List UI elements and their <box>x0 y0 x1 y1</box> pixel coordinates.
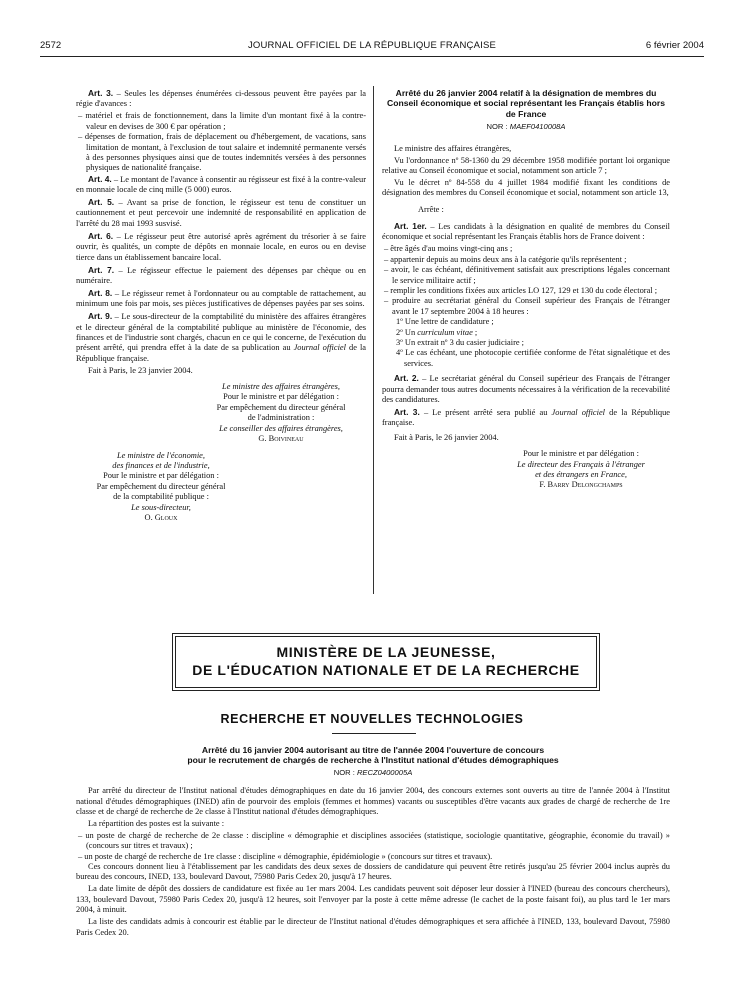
list-item: – produire au secrétariat général du Conseil supérieur des Français de l'étranger avant le 17 septembre 2004 à 18 heures : <box>384 296 670 316</box>
signatory-role: Le conseiller des affaires étrangères, <box>219 423 343 433</box>
article-6: Art. 6. – Le régisseur peut être autorisé après agrément du trésorier à se faire ouvrir, ès qualités, un compte de dépôts en monnaie locale, en euros ou en devise tierce dans un établissement bancaire local. <box>76 230 366 262</box>
arrete-heading: Arrête : <box>418 204 444 214</box>
signatory-name: O. Gloux <box>144 512 178 522</box>
signature-line: Pour le ministre et par délégation : <box>523 449 639 459</box>
decree-title: Arrêté du 16 janvier 2004 autorisant au titre de l'année 2004 l'ouverture de concours <box>201 745 545 755</box>
document-item: 4º Le cas échéant, une photocopie certifiée conforme de l'état signalétique et des services. <box>396 348 670 368</box>
article-label: Art. 6. <box>88 230 114 241</box>
signature-line: Par empêchement du directeur général <box>216 402 346 412</box>
ministry-name-line-2: DE L'ÉDUCATION NATIONALE ET DE LA RECHERCHE <box>192 662 580 678</box>
paragraph: Par arrêté du directeur de l'Institut national d'études démographiques en date du 16 janvier 2004, des concours externes sont ouverts au titre de l'année 2004 à l'Institut national d'études démographiques (INED) afin de pourvoir des emplois (femmes et hommes) vacants ou susceptibles d'être vacants aux grades de chargé de recherche de 1re classe et de chargé de recherche de 2e classe à l'Institut national d'études démographiques. <box>76 786 670 817</box>
column-divider <box>373 86 374 594</box>
section-rule <box>332 733 416 734</box>
signature-block-1 <box>76 382 366 444</box>
article-1: Art. 1er. – Les candidats à la désignation en qualité de membres du Conseil économique et social représentant les Français établis hors de France doivent : <box>382 221 670 242</box>
nor-reference: NOR : RECZ0400005A <box>333 767 413 777</box>
signature-line: Pour le ministre et par délégation : <box>103 471 219 481</box>
article-4: Art. 4. – Le montant de l'avance à consentir au régisseur est fixé à la contre-valeur en monnaie locale de cinq mille (5 000) euros. <box>76 173 366 195</box>
done-at: Fait à Paris, le 26 janvier 2004. <box>394 432 499 442</box>
nor-reference: NOR : MAEF0410008A <box>486 122 566 132</box>
article-label: Art. 7. <box>88 264 115 275</box>
paragraph: La répartition des postes est la suivante : <box>88 818 225 828</box>
article-label: Art. 5. <box>88 197 115 208</box>
signatory-minister: Le ministre de l'économie, <box>116 450 205 460</box>
done-at: Fait à Paris, le 23 janvier 2004. <box>88 365 193 375</box>
signature-line: de l'administration : <box>247 413 315 423</box>
document-item: 1º Une lettre de candidature ; <box>396 317 494 327</box>
signatory-name: G. Boivineau <box>258 434 304 444</box>
article-8: Art. 8. – Le régisseur remet à l'ordonnateur ou au comptable de rattachement, au minimum une fois par mois, ses pièces justificatives de dépenses payées par ses soins. <box>76 287 366 309</box>
article-9: Art. 9. – Le sous-directeur de la comptabilité du ministère des affaires étrangères et le directeur général de la comptabilité publique au ministère de l'économie, des finances et de l'industrie sont chargés, chacun en ce qui le concerne, de l'exécution du présent arrêté, qui prendra effet à la date de sa publication au Journal officiel de la République française. <box>76 311 367 363</box>
article-label: Art. 2. <box>394 373 419 384</box>
journal-reference: Journal officiel <box>551 407 606 417</box>
paragraph: La liste des candidats admis à concourir est établie par le directeur de l'Institut national d'études démographiques et sera affichée à l'INED, 133, boulevard Davout, 75980 Paris Cedex 20. <box>76 917 670 937</box>
list-item: – matériel et frais de fonctionnement, dans la limite d'un montant fixé à la contre-valeur en devises de 300 € par opération ; <box>78 111 366 131</box>
signature-line: Par empêchement du directeur général <box>96 481 226 491</box>
article-5: Art. 5. – Avant sa prise de fonction, le régisseur est tenu de constituer un cautionnement et peut percevoir une indemnité de responsabilité en application de l'arrêté du 28 mai 1993 susvisé. <box>76 197 366 228</box>
signatory-role: et des étrangers en France, <box>535 470 627 479</box>
article-2: Art. 2. – Le secrétariat général du Conseil supérieur des Français de l'étranger pourra demander tous autres documents nécessaires à la vérification de la recevabilité des candidatures. <box>382 373 670 405</box>
ministry-heading-box <box>175 636 597 688</box>
issue-date: 6 février 2004 <box>645 40 704 51</box>
signatory-name: F. Barry Delongchamps <box>539 480 623 490</box>
section-heading: RECHERCHE ET NOUVELLES TECHNOLOGIES <box>220 712 524 726</box>
list-item: – appartenir depuis au moins deux ans à la catégorie qu'ils représentent ; <box>384 254 627 264</box>
list-item: – un poste de chargé de recherche de 2e classe : discipline « démographie et disciplines associées (statistique, sociologie quantitative, géographie, économie du travail) » (concours sur titres et travaux) ; <box>78 830 670 851</box>
paragraph: Ces concours donnent lieu à l'établissement par les candidats des deux sexes de dossiers de candidature qui peuvent être retirés jusqu'au 25 février 2004 inclus auprès du bureau des concours, INED, 133, boulevard Davout, 75980 Paris Cedex 20, jusqu'à 17 heures. <box>76 862 670 882</box>
signatory-role: Le directeur des Français à l'étranger <box>517 459 645 469</box>
article-label: Art. 8. <box>88 287 113 298</box>
preamble: Vu le décret nº 84-558 du 4 juillet 1984 modifié fixant les conditions de désignation des membres du Conseil économique et social, notamment son article 13, <box>382 177 670 198</box>
document-item: 2º Un curriculum vitae ; <box>396 327 478 337</box>
preamble: Le ministre des affaires étrangères, <box>394 143 512 153</box>
signature-line: Pour le ministre et par délégation : <box>223 392 339 402</box>
article-3: Art. 3. – Le présent arrêté sera publié au Journal officiel de la République française. <box>382 406 671 428</box>
right-column <box>382 88 670 491</box>
page-number: 2572 <box>40 40 62 51</box>
article-label: Art. 3. <box>394 406 420 417</box>
article-label: Art. 4. <box>88 173 112 184</box>
journal-reference: Journal officiel <box>293 343 346 353</box>
article-label: Art. 3. <box>88 88 114 98</box>
signature-block-2 <box>76 451 246 524</box>
article-label: Art. 1er. <box>394 221 427 232</box>
list-item: – être âgés d'au moins vingt-cinq ans ; <box>384 244 513 254</box>
decree-title: pour le recrutement de chargés de recherche à l'Institut national d'études démographiques <box>187 755 559 766</box>
header-rule <box>40 56 704 57</box>
list-item: – un poste de chargé de recherche de 1re classe : discipline « démographie, épidémiologie » (concours sur titres et travaux). <box>78 851 493 861</box>
signatory-minister: des finances et de l'industrie, <box>112 460 210 470</box>
ministry-name-line-1: MINISTÈRE DE LA JEUNESSE, <box>276 644 496 660</box>
signatory-role: Le sous-directeur, <box>131 502 191 512</box>
article-3: Art. 3. – Seules les dépenses énumérées ci-dessous peuvent être payées par la régie d'avances : <box>76 88 366 109</box>
article-label: Art. 9. <box>88 311 113 322</box>
signature-block-3 <box>382 449 670 491</box>
signatory-minister: Le ministre des affaires étrangères, <box>222 382 340 392</box>
left-column <box>76 88 366 523</box>
page-header <box>40 40 704 54</box>
list-item: – remplir les conditions fixées aux articles LO 127, 129 et 130 du code électoral ; <box>384 286 658 295</box>
list-item: – dépenses de formation, frais de déplacement ou d'hébergement, de vacations, sans limitation de montant, à l'exclusion de tout salaire et indemnité permanente versés à des personnes physiques ainsi que de toutes indemnités versées à des personnes physiques de nationalité française. <box>78 132 366 173</box>
preamble: Vu l'ordonnance nº 58-1360 du 29 décembre 1958 modifiée portant loi organique relative au Conseil économique et social, notamment son article 7 ; <box>382 155 670 175</box>
article-7: Art. 7. – Le régisseur effectue le paiement des dépenses par chèque ou en numéraire. <box>76 264 366 285</box>
list-item: – avoir, le cas échéant, définitivement satisfait aux prescriptions légales concernant le service militaire actif ; <box>384 265 670 285</box>
decree-title: Arrêté du 26 janvier 2004 relatif à la désignation de membres du Conseil économique et social représentant les Français établis hors de France <box>387 88 665 119</box>
paragraph: La date limite de dépôt des dossiers de candidature est fixée au 1er mars 2004. Les candidats peuvent soit déposer leur dossier à l'INED (bureau des concours chercheurs), 133, boulevard Davout, 75980 Paris Cedex 20, jusqu'à 12 heures, soit l'envoyer par la poste à cette même adresse (le cachet de la poste faisant foi), au plus tard le 1er mars 2004, à minuit. <box>76 884 670 915</box>
signature-line: de la comptabilité publique : <box>113 492 209 502</box>
document-item: 3º Un extrait nº 3 du casier judiciaire ; <box>396 338 524 348</box>
bottom-decree <box>76 745 670 939</box>
journal-title: JOURNAL OFFICIEL DE LA RÉPUBLIQUE FRANÇAISE <box>247 40 497 51</box>
